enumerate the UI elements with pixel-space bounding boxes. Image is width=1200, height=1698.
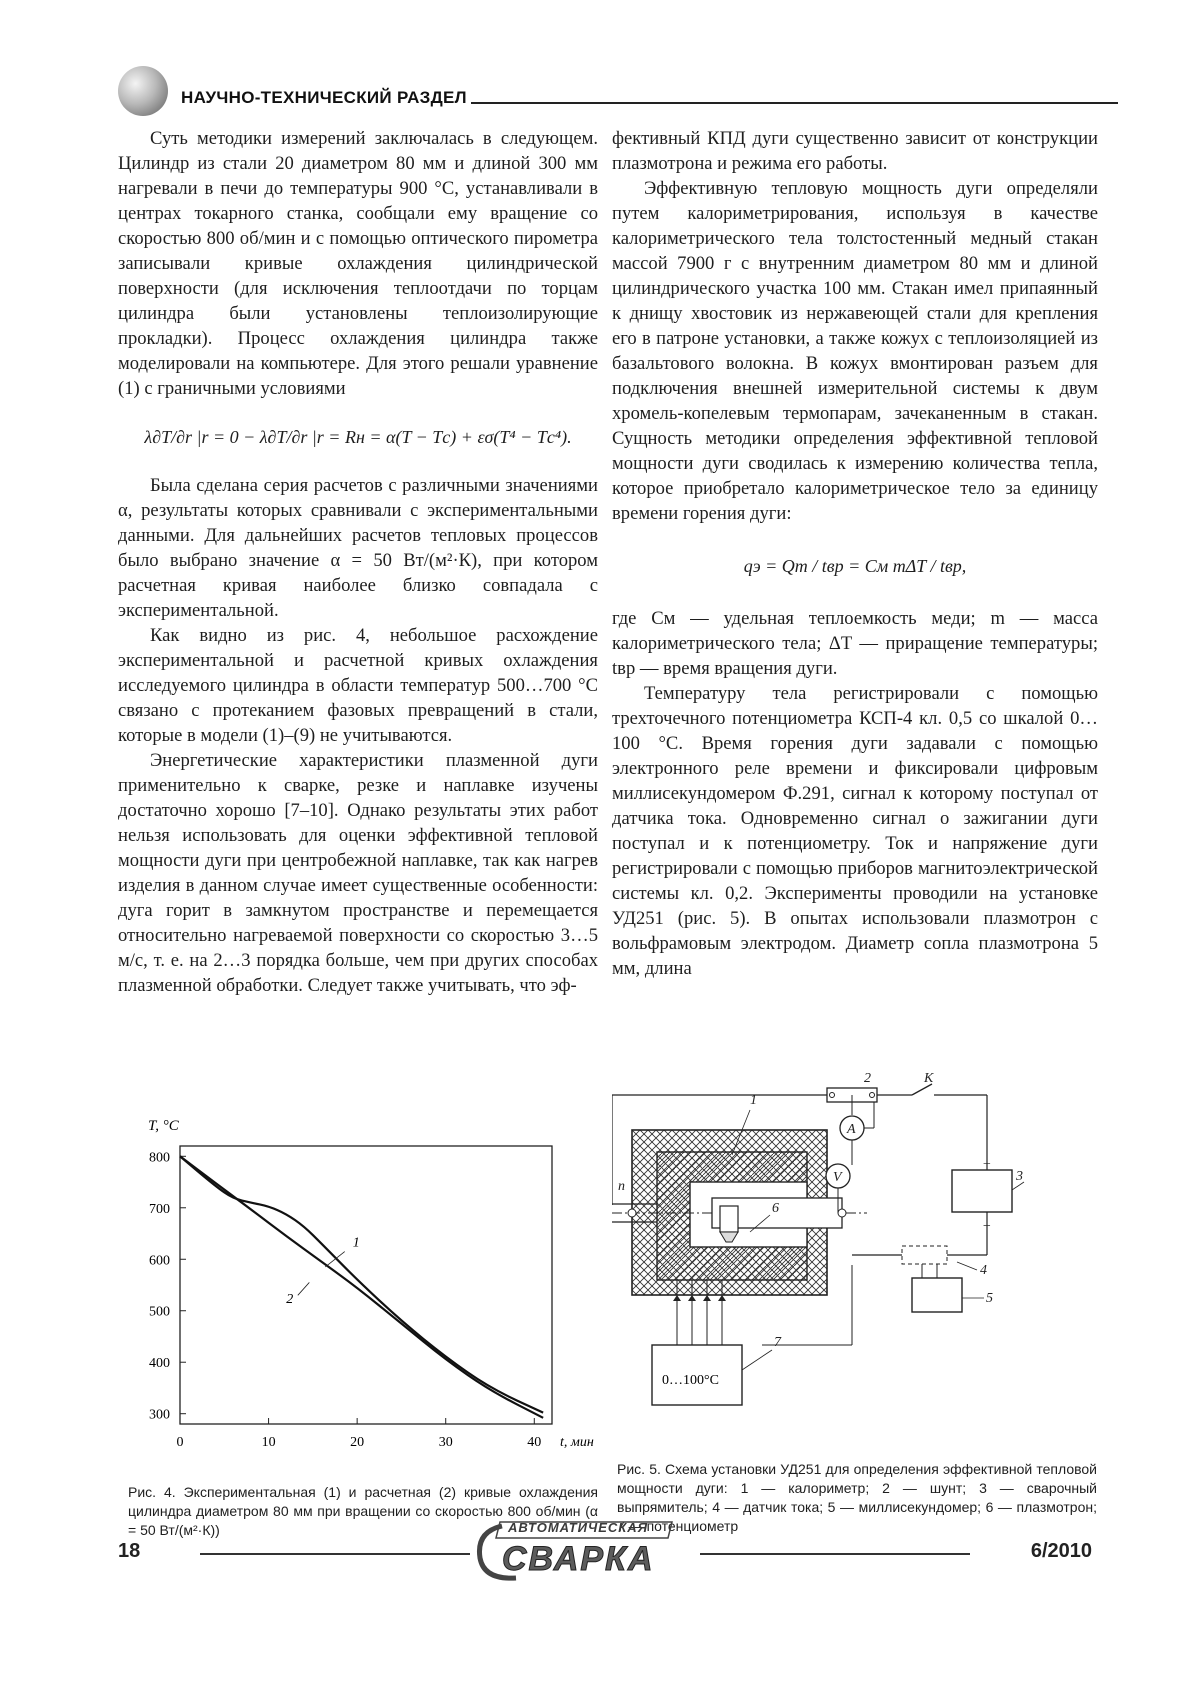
potentiometer-scale: 0…100°С [662, 1373, 719, 1388]
curve-leader-2 [298, 1282, 310, 1295]
figure-5-caption: Рис. 5. Схема установки УД251 для определения эффективной тепловой мощности дуги: 1 — калориметр; 2 — шунт; 3 — сварочный выпрямитель; 4 — датчик тока; 5 — миллисекундомер; 6 — плазмотрон; 7 — потенциометр [617, 1461, 1097, 1534]
schematic-label-2: 2 [864, 1071, 871, 1086]
left-paragraph-3: Как видно из рис. 4, небольшое расхождение экспериментальной и расчетной кривых охлаждения исследуемого цилиндра в области температур 500…700 °С связано с протеканием фазовых превращений в стали, которые в модели (1)–(9) не учитываются. [118, 625, 598, 746]
y-tick-label: 800 [149, 1150, 170, 1166]
schematic-label-+: + [982, 1157, 992, 1172]
schematic-label-4: 4 [980, 1263, 987, 1278]
schematic-label-3: 3 [1016, 1169, 1023, 1184]
right-paragraph-1: фективный КПД дуги существенно зависит от конструкции плазмотрона и режима его работы. [612, 128, 1098, 174]
sphere-logo-icon [118, 66, 168, 116]
x-axis-label: t, мин [560, 1435, 594, 1450]
right-column [612, 126, 1098, 981]
x-tick-label: 20 [350, 1435, 365, 1450]
logo-top-text: АВТОМАТИЧЕСКАЯ [508, 1520, 649, 1535]
schematic-label-n: n [618, 1179, 625, 1194]
boundary-condition-formula: λ∂T/∂r |r = 0 − λ∂T/∂r |r = Rн = α(T − Tс) + εσ(T⁴ − Tс⁴). [144, 426, 572, 447]
schematic-label-−: − [982, 1219, 992, 1234]
y-tick-label: 700 [149, 1201, 170, 1217]
y-tick-label: 600 [149, 1253, 170, 1269]
logo-bottom-text: СВАРКА [502, 1540, 655, 1578]
schematic-label-1: 1 [750, 1093, 757, 1108]
current-sensor [902, 1246, 947, 1264]
schematic-label-K: K [924, 1071, 934, 1086]
right-paragraph-2: Эффективную тепловую мощность дуги определяли путем калориметрирования, используя в качестве калориметрического тела толстостенный медный стакан массой 7900 г с внутренним диаметром 80 мм и длиной цилиндрического участка 100 мм. Стакан имел припаянный к днищу хвостовик из нержавеющей стали для крепления его в патроне установки, а также кожух с теплоизоляцией из базальтового волокна. В кожух вмонтирован разъем для подключения внешней измерительной системы к двум хромель-копелевым термопарам, зачеканенным в стакан. Сущность методики определения эффективной тепловой мощности дуги сводилась к измерению количества тепла, которое приобретало калориметрическое тело за единицу времени горения дуги: [612, 178, 1098, 524]
section-title: НАУЧНО-ТЕХНИЧЕСКИЙ РАЗДЕЛ [181, 88, 467, 107]
x-tick-label: 10 [261, 1435, 276, 1450]
schematic-label-V: V [833, 1170, 842, 1185]
schematic-label-5: 5 [986, 1291, 993, 1306]
right-paragraph-3: где Cм — удельная теплоемкость меди; m — масса калориметрического тела; ΔT — приращение температуры; tвр — время вращения дуги. [612, 608, 1098, 679]
x-tick-label: 30 [438, 1435, 453, 1450]
left-paragraph-1: Суть методики измерений заключалась в следующем. Цилиндр из стали 20 диаметром 80 мм и длиной 300 мм нагревали в печи до температуры 900 °С, устанавливали в центрах токарного станка, сообщали ему вращение со скоростью 800 об/мин и с помощью оптического пирометра записывали кривые охлаждения цилиндрической поверхности (для исключения теплоотдачи по торцам цилиндра были установлены теплоизолирующие прокладки). Процесс охлаждения цилиндра также моделировали на компьютере. Для этого решали уравнение (1) с граничными условиями [118, 128, 598, 399]
footer-rule-left [200, 1553, 470, 1555]
footer-rule-right [700, 1553, 970, 1555]
y-axis-label: T, °C [148, 1118, 179, 1134]
page-number: 18 [118, 1540, 141, 1562]
left-paragraph-4: Энергетические характеристики плазменной дуги применительно к сварке, резке и наплавке изучены достаточно хорошо [7–10]. Однако результаты этих работ нельзя использовать для оценки эффективной тепловой мощности дуги при центробежной наплавке, так как нагрев изделия в данном случае имеет существенные особенности: дуга горит в замкнутом пространстве и перемещается относительно нагреваемой поверхности со скоростью 3…5 м/с, т. е. на 2…3 порядка больше, чем при других способах плазменной обработки. Следует также учитывать, что эф- [118, 750, 598, 996]
x-tick-label: 0 [176, 1435, 184, 1450]
journal-logo [472, 1518, 700, 1584]
heat-power-formula: qэ = Qт / tвр = Cм mΔT / tвр, [743, 555, 967, 576]
millisecond-timer [912, 1278, 962, 1312]
y-tick-label: 500 [149, 1304, 170, 1320]
series-line-1 [180, 1156, 543, 1412]
right-paragraph-4: Температуру тела регистрировали с помощью трехточечного потенциометра КСП-4 кл. 0,5 со шкалой 0…100 °С. Время горения дуги задавали с помощью электронного реле времени и фиксировали цифровым миллисекундомером Ф.291, сигнал к которому поступал от датчика тока. Одновременно сигнал о зажигании дуги поступал и к потенциометру. Ток и напряжение дуги регистрировали с помощью приборов магнитоэлектрической системы кл. 0,2. Эксперименты проводили на установке УД251 (рис. 5). В опытах использовали плазмотрон с вольфрамовым электродом. Диаметр сопла плазмотрона 5 мм, длина [612, 683, 1098, 979]
x-tick-label: 40 [527, 1435, 542, 1450]
plot-frame [180, 1146, 552, 1424]
curve-label-1: 1 [352, 1235, 360, 1251]
series-line-2 [180, 1156, 543, 1418]
y-tick-label: 400 [149, 1356, 170, 1372]
section-header [118, 60, 1118, 120]
y-tick-label: 300 [149, 1407, 170, 1423]
header-rule [471, 102, 1118, 104]
left-paragraph-2: Была сделана серия расчетов с различными значениями α, результаты которых сравнивали с экспериментальными данными. Для дальнейших расчетов тепловых процессов было выбрано значение α = 50 Вт/(м²·К), при котором расчетная кривая наиболее близко совпадала с экспериментальной. [118, 475, 598, 621]
cooling-curves-chart [118, 1110, 598, 1480]
left-column [118, 126, 598, 998]
schematic-label-7: 7 [774, 1335, 781, 1350]
schematic-label-A: A [847, 1122, 856, 1137]
schematic-label-6: 6 [772, 1201, 779, 1216]
installation-schematic [612, 1070, 1102, 1450]
figure-4-caption: Рис. 4. Экспериментальная (1) и расчетная (2) кривые охлаждения цилиндра диаметром 80 мм при вращении со скоростью 800 об/мин (α = 50 Вт/(м²·К)) [128, 1484, 598, 1538]
curve-label-2: 2 [286, 1292, 294, 1308]
issue-number: 6/2010 [1030, 1540, 1092, 1562]
welding-rectifier [952, 1170, 1012, 1212]
